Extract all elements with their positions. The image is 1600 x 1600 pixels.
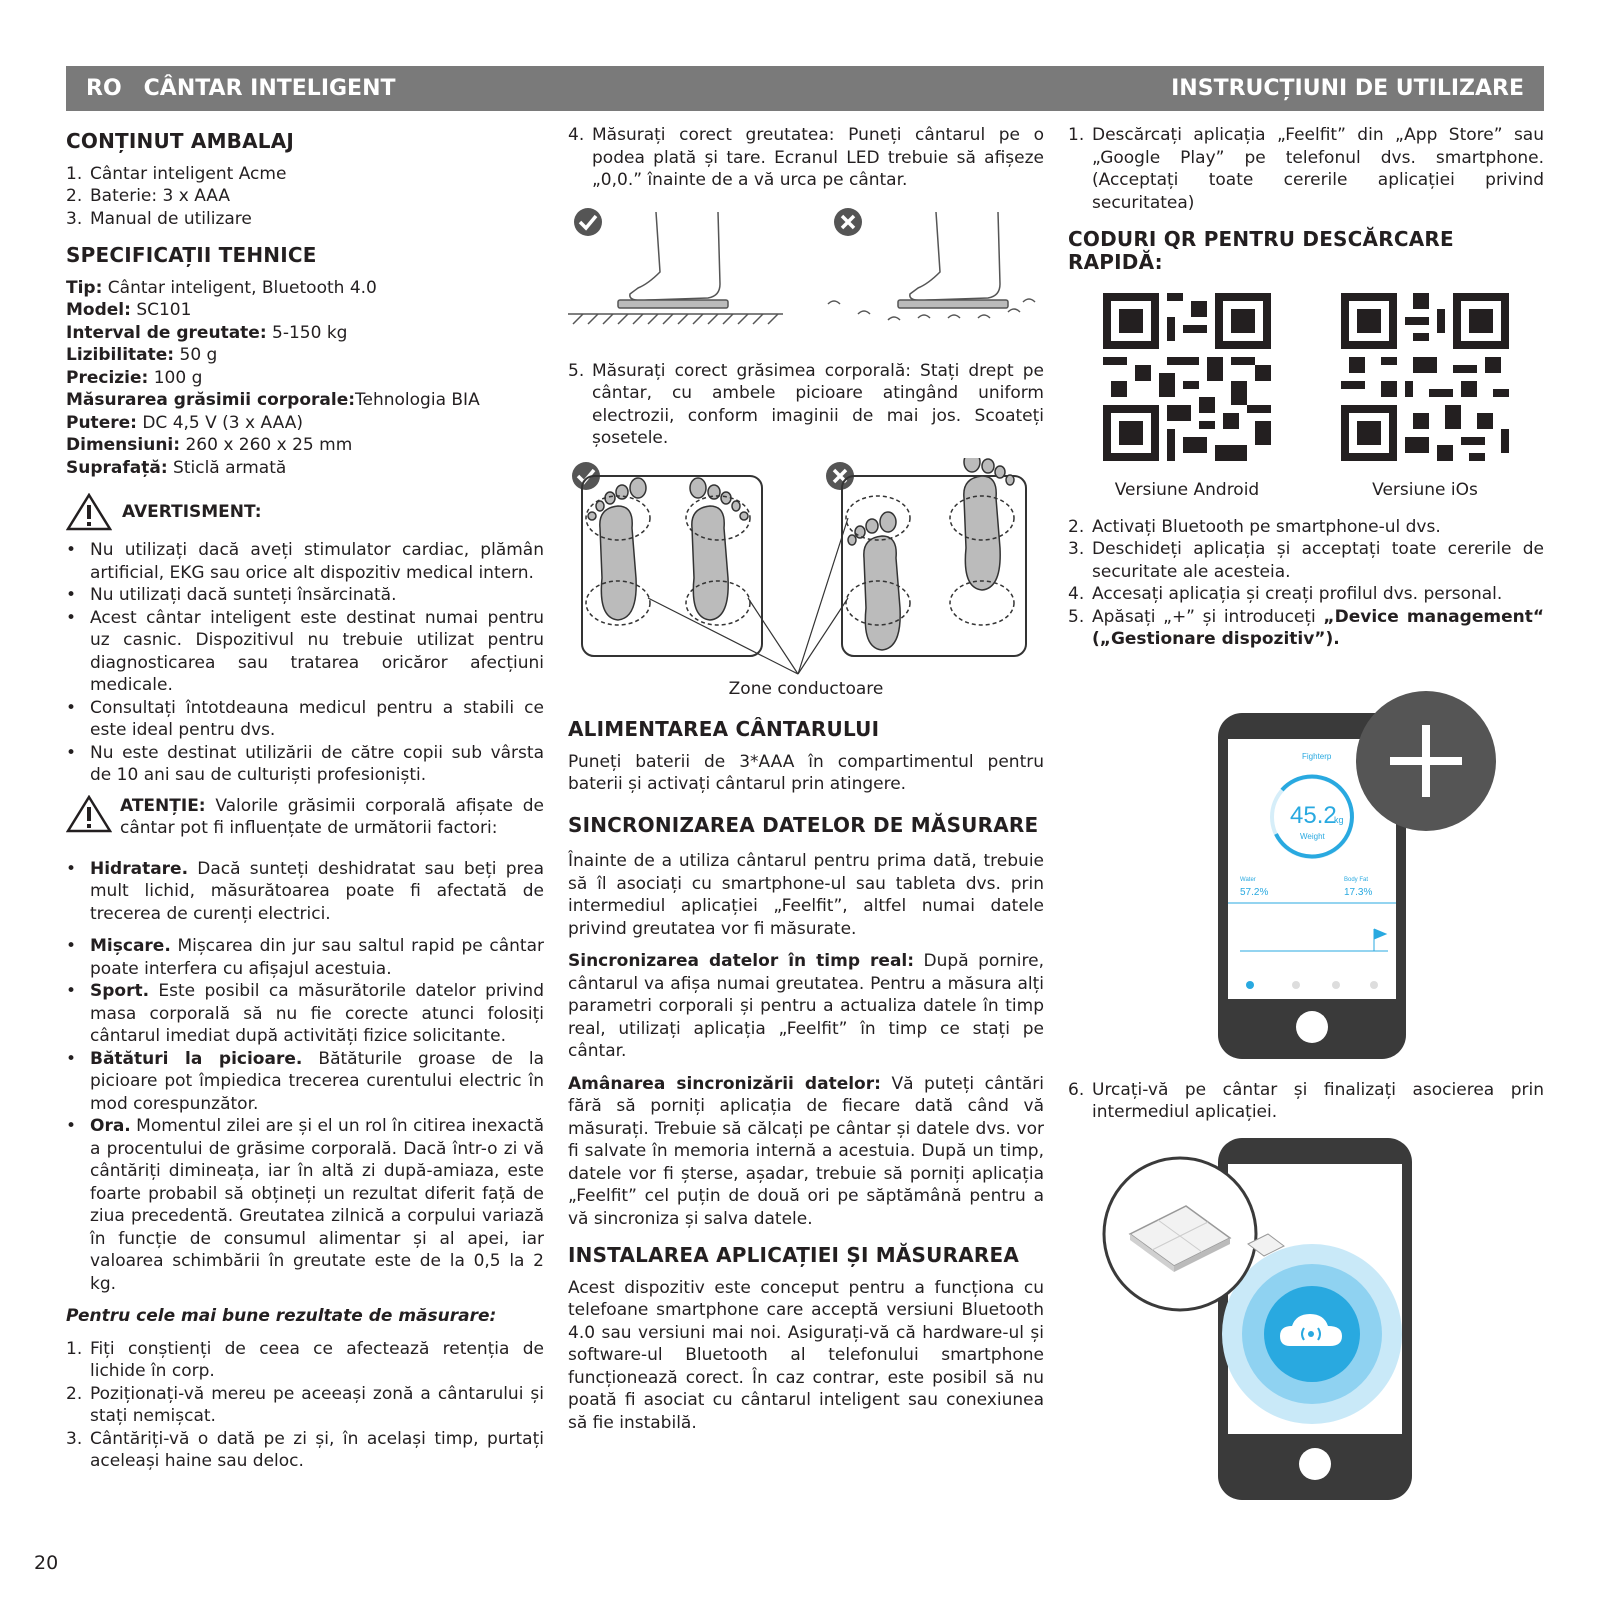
qr-ios-label: Versiune iOs <box>1372 480 1478 500</box>
delayed-sync-text: Amânarea sincronizării datelor: Vă puteți cântări fără să porniți aplicația de fiecare dată când vă măsurați. Trebuie să călcați pe cântar și datele dvs. vor fi salvate în memoria internă a acestuia. După un timp, datele vor fi șterse, așadar, trebuie să porniți aplicația „Feelfit” cel puțin de două ori pe săptămână pentru a vă sincroniza și salva datele. <box>568 1073 1044 1229</box>
pairing-illustration <box>1068 1134 1544 1504</box>
app-step-1 <box>1068 124 1544 214</box>
spec-row: Suprafață: Sticlă armată <box>66 457 287 478</box>
column-right <box>1068 124 1544 1504</box>
sync-text: Înainte de a utiliza cântarul pentru prima dată, trebuie să îl asociați cu smartphone-ul sau tableta dvs. prin intermediul aplicației „Feelfit”, altfel numai datele privind greutatea vor fi măsurate. <box>568 851 1044 939</box>
page-number: 20 <box>34 1552 59 1574</box>
weight-label: Weight <box>1300 831 1325 841</box>
product-title: CÂNTAR INTELIGENT <box>143 76 396 101</box>
list-item: • Nu este destinat utilizării de către copii sub vârsta de 10 ani sau de culturiști profesioniști. <box>66 742 544 785</box>
home-button[interactable] <box>1296 1011 1328 1043</box>
phone-app-illustration <box>1068 689 1544 1069</box>
list-item: 1. Cântar inteligent Acme <box>66 163 287 184</box>
list-item: 3. Deschideți aplicația și acceptați toate cererile de securitate ale acesteia. <box>1068 539 1544 582</box>
best-results-title: Pentru cele mai bune rezultate de măsurare: <box>66 1306 497 1326</box>
specs-title: SPECIFICAȚII TEHNICE <box>66 243 317 267</box>
plus-icon[interactable] <box>1356 691 1496 831</box>
correct-feet <box>588 478 748 620</box>
list-item: • Ora. Momentul zilei are și el un rol în citirea inexactă a procentului de grăsime corporală. Dacă într-o zi vă cântăriți dimineața, iar în altă zi după-amiaza, este foarte probabil să obțineți un rezultat diferit față de ziua precedentă. Greutatea zilnică a corpului variază în funcție de consumul alimentar și al apei, iar valoarea schimbării în greutate este de la 0,5 la 2 kg. <box>66 1116 544 1294</box>
app-step-6 <box>1068 1079 1544 1124</box>
weight-floor-illustration <box>568 192 1044 342</box>
warning-title: AVERTISMENT: <box>122 501 262 522</box>
electrode-zones-illustration <box>568 458 1044 678</box>
list-item: • Acest cântar inteligent este destinat numai pentru uz casnic. Dispozitivul nu trebuie utilizat pentru diagnosticarea sau tratarea oricăror afecțiuni medicale. <box>66 607 544 695</box>
list-item: 4. Accesați aplicația și creați profilul dvs. personal. <box>1068 584 1503 604</box>
column-middle <box>568 124 1044 1434</box>
power-text: Puneți baterii de 3*AAA în compartimentul pentru baterii și activați cântarul prin atingere. <box>568 751 1044 794</box>
install-text: Acest dispozitiv este conceput pentru a funcționa cu telefoane smartphone care acceptă versiuni Bluetooth 4.0 sau versiuni mai noi. Asigurați-vă că hardware-ul și software-ul Bluetooth al telefonului smartphone funcționează corect. În caz contrar, este posibil să nu poată fi asociat cu cântarul inteligent sau conexiunea să fie instabilă. <box>568 1277 1044 1433</box>
water-label: Water <box>1240 876 1256 883</box>
spec-row: Precizie: 100 g <box>66 367 203 388</box>
list-item: 1. Fiți conștienți de ceea ce afectează retenția de lichide în corp. <box>66 1338 544 1381</box>
power-title: ALIMENTAREA CÂNTARULUI <box>568 717 880 741</box>
spec-row: Tip: Cântar inteligent, Bluetooth 4.0 <box>66 277 377 298</box>
list-item: • Hidratare. Dacă sunteți deshidratat sau beți prea mult lichid, măsurătoarea poate fi afectată de trecerea de curenți electrici. <box>66 858 544 924</box>
list-item: • Bătături la picioare. Bătăturile groase de la picioare pot împiedica trecerea curentului electric în mod corespunzător. <box>66 1048 545 1114</box>
list-item: 5. Măsurați corect grăsimea corporală: Stați drept pe cântar, cu ambele picioare atingând uniform electrozii, conform imaginii de mai jos. Scoateți șosetele. <box>568 360 1044 448</box>
fat-step <box>568 360 1044 450</box>
tab-icon[interactable] <box>1370 981 1378 989</box>
qr-code-android[interactable] <box>1103 293 1271 461</box>
list-item: • Nu utilizați dacă sunteți însărcinată. <box>66 585 397 605</box>
qr-codes <box>1068 293 1544 502</box>
qr-android <box>1087 293 1287 502</box>
tab-icon[interactable] <box>1332 981 1340 989</box>
realtime-sync-text: Sincronizarea datelor în timp real: După pornire, cântarul va afișa numai greutatea. Pentru a măsura alți parametri corporali și pentru a actualiza datele în timp real, utilizați aplicația „Feelfit” în timp ce stați pe cântar. <box>568 951 1044 1061</box>
water-value: 57.2% <box>1240 886 1269 898</box>
qr-title: CODURI QR PENTRU DESCĂRCARE RAPIDĂ: <box>1068 227 1454 274</box>
list-item: 2. Baterie: 3 x AAA <box>66 186 231 206</box>
sync-title: SINCRONIZAREA DATELOR DE MĂSURARE <box>568 812 1039 837</box>
list-item: 5. Apăsați „+” și introduceți „Device management“ („Gestionare dispozitiv”). <box>1068 606 1545 649</box>
home-button[interactable] <box>1299 1448 1331 1480</box>
warning-header <box>66 493 544 531</box>
attention-label: ATENȚIE: <box>120 795 206 816</box>
factor-list <box>66 858 544 1296</box>
list-item: 3. Cântăriți-vă o dată pe zi și, în același timp, purtați aceleași haine sau deloc. <box>66 1428 544 1471</box>
app-steps-2-5 <box>1068 516 1544 651</box>
spec-row: Model: SC101 <box>66 300 192 320</box>
spec-row: Interval de greutate: 5-150 kg <box>66 322 348 343</box>
qr-ios <box>1325 293 1525 502</box>
weight-value: 45.2 <box>1290 801 1337 829</box>
install-title: INSTALAREA APLICAȚIEI ȘI MĂSURAREA <box>568 1243 1020 1267</box>
fat-value: 17.3% <box>1344 886 1373 898</box>
list-item: 2. Activați Bluetooth pe smartphone-ul dvs. <box>1068 516 1441 537</box>
list-item: 4. Măsurați corect greutatea: Puneți cântarul pe o podea plată și tare. Ecranul LED trebuie să afișeze „0,0.” înainte de a vă urca pe cântar. <box>568 125 1044 190</box>
wrong-cross-icon <box>834 208 862 236</box>
list-item: • Nu utilizați dacă aveți stimulator cardiac, plămân artificial, EKG sau orice alt dispozitiv medical intern. <box>66 540 544 583</box>
tab-icon[interactable] <box>1292 981 1300 989</box>
specs-list <box>66 277 544 480</box>
correct-check-icon <box>574 208 602 236</box>
wrong-feet <box>848 458 1014 650</box>
qr-android-label: Versiune Android <box>1114 480 1260 500</box>
list-item: • Sport. Este posibil ca măsurătorile datelor privind masa corporală să nu fie corecte atunci folosiți cântarul imediat după activități fizice solicitante. <box>66 981 544 1046</box>
list-item: 6. Urcați-vă pe cântar și finalizați asocierea prin intermediul aplicației. <box>1068 1079 1544 1122</box>
attention-note <box>66 795 544 840</box>
weight-unit: kg <box>1334 814 1344 825</box>
foot-on-flat-floor <box>568 212 783 324</box>
zones-caption: Zone conductoare <box>728 678 884 699</box>
list-item: • Consultați întotdeauna medicul pentru a stabili ce este ideal pentru dvs. <box>66 697 544 740</box>
list-item: 3. Manual de utilizare <box>66 208 252 229</box>
header-bar <box>66 66 1544 111</box>
column-left <box>66 124 544 1473</box>
tab-icon[interactable] <box>1246 981 1254 989</box>
warning-icon <box>66 795 112 833</box>
qr-code-ios[interactable] <box>1341 293 1509 461</box>
spec-row: Dimensiuni: 260 x 260 x 25 mm <box>66 435 353 455</box>
language-code: RO <box>86 76 122 101</box>
attention-text: Valorile grăsimii corporală afișate de cântar pot fi influențate de următorii factori: <box>120 795 544 838</box>
warning-icon <box>66 493 112 531</box>
package-title: CONȚINUT AMBALAJ <box>66 129 295 153</box>
package-list <box>66 163 544 231</box>
spec-row: Lizibilitate: 50 g <box>66 345 218 365</box>
warning-list <box>66 539 544 787</box>
manual-title: INSTRUCȚIUNI DE UTILIZARE <box>1171 76 1524 101</box>
fat-label: Body Fat <box>1344 876 1369 883</box>
weight-step <box>568 124 1044 192</box>
list-item: • Mișcare. Mișcarea din jur sau saltul rapid pe cântar poate interfera cu afișajul acestuia. <box>66 936 544 979</box>
best-results-list <box>66 1338 544 1473</box>
app-name: Fighterp <box>1302 751 1332 761</box>
list-item: 2. Poziționați-vă mereu pe aceeași zonă a cântarului și stați nemișcat. <box>66 1383 544 1426</box>
spec-row: Putere: DC 4,5 V (3 x AAA) <box>66 412 303 433</box>
spec-row: Măsurarea grăsimii corporale:Tehnologia BIA <box>66 390 480 410</box>
list-item: 1. Descărcați aplicația „Feelfit” din „App Store” sau „Google Play” pe telefonul dvs. smartphone. (Acceptați toate cererile aplicației privind securitatea) <box>1068 125 1544 213</box>
